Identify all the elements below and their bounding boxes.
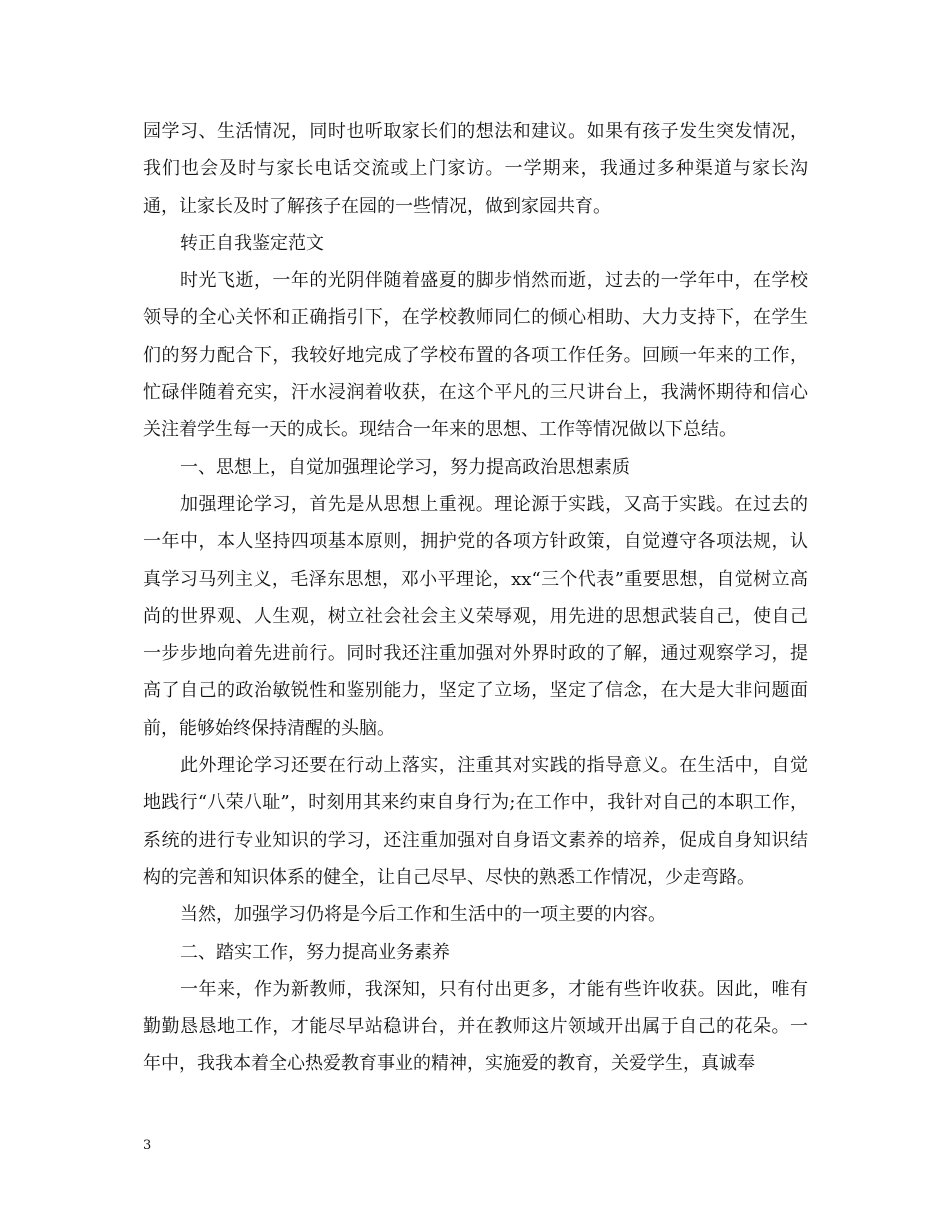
paragraph-continuation: 园学习、生活情况，同时也听取家长们的想法和建议。如果有孩子发生突发情况，我们也会及时与家长电话交流或上门家访。一学期来，我通过多种渠道与家长沟通，让家长及时了解孩子在园的一些情况，做到家园共育。	[143, 121, 808, 217]
paragraph-intro: 时光飞逝，一年的光阴伴随着盛夏的脚步悄然而逝，过去的一学年中，在学校领导的全心关怀和正确指引下，在学校教师同仁的倾心相助、大力支持下，在学生们的努力配合下，我较好地完成了学校布置的各项工作任务。回顾一年来的工作，忙碌伴随着充实，汗水浸润着收获，在这个平凡的三尺讲台上，我满怀期待和信心关注着学生每一天的成长。现结合一年来的思想、工作等情况做以下总结。	[143, 270, 808, 441]
paragraph-continued-study: 当然，加强学习仍将是今后工作和生活中的一项主要的内容。	[180, 904, 666, 926]
paragraph-practice: 此外理论学习还要在行动上落实，注重其对实践的指导意义。在生活中，自觉地践行“八荣八耻”，时刻用其来约束自身行为;在工作中，我针对自己的本职工作，系统的进行专业知识的学习，还注重加强对自身语文素养的培养，促成自身知识结构的完善和知识体系的健全，让自己尽早、尽快的熟悉工作情况，少走弯路。	[143, 755, 808, 888]
paragraph-new-teacher: 一年来，作为新教师，我深知，只有付出更多，才能有些许收获。因此，唯有勤勤恳恳地工作，才能尽早站稳讲台，并在教师这片领域开出属于自己的花朵。一年中，我我本着全心热爱教育事业的精神，实施爱的教育，关爱学生，真诚奉	[143, 978, 808, 1075]
section-title-sample: 转正自我鉴定范文	[180, 232, 324, 254]
page-number: 3	[143, 1138, 152, 1153]
heading-work: 二、踏实工作，努力提高业务素养	[180, 941, 450, 963]
heading-ideology: 一、思想上，自觉加强理论学习，努力提高政治思想素质	[180, 456, 630, 478]
paragraph-theory-study: 加强理论学习，首先是从思想上重视。理论源于实践，又高于实践。在过去的一年中，本人坚持四项基本原则，拥护党的各项方针政策，自觉遵守各项法规，认真学习马列主义，毛泽东思想，邓小平理论，xx“三个代表”重要思想，自觉树立高尚的世界观、人生观，树立社会社会主义荣辱观，用先进的思想武装自己，使自己一步步地向着先进前行。同时我还注重加强对外界时政的了解，通过观察学习，提高了自己的政治敏锐性和鉴别能力，坚定了立场，坚定了信念，在大是大非问题面前，能够始终保持清醒的头脑。	[143, 493, 808, 739]
body-text	[143, 113, 808, 1083]
